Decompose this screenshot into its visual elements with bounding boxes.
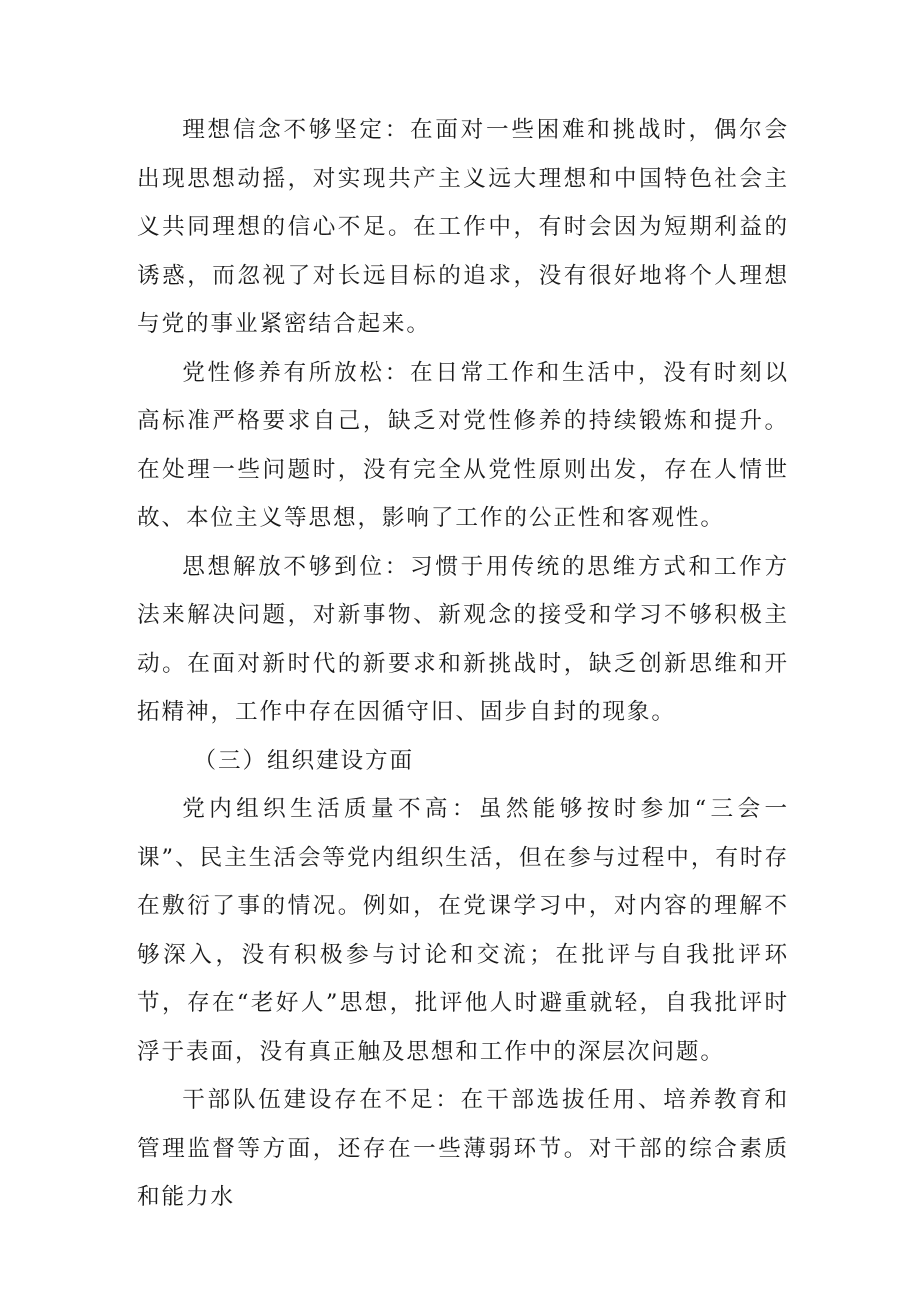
paragraph-cadre-team: 干部队伍建设存在不足：在干部选拔任用、培养教育和管理监督等方面，还存在一些薄弱环节。对干部的综合素质和能力水	[137, 1087, 789, 1210]
paragraph-ideals: 理想信念不够坚定：在面对一些困难和挑战时，偶尔会出现思想动摇，对实现共产主义远大理想和中国特色社会主义共同理想的信心不足。在工作中，有时会因为短期利益的诱惑，而忽视了对长远目标的追求，没有很好地将个人理想与党的事业紧密结合起来。	[137, 117, 789, 337]
paragraph-party-spirit: 党性修养有所放松：在日常工作和生活中，没有时刻以高标准严格要求自己，缺乏对党性修养的持续锻炼和提升。在处理一些问题时，没有完全从党性原则出发，存在人情世故、本位主义等思想，影响了工作的公正性和客观性。	[137, 359, 789, 531]
document-page	[137, 106, 789, 1222]
paragraph-organization-life: 党内组织生活质量不高：虽然能够按时参加“三会一课”、民主生活会等党内组织生活，但在参与过程中，有时存在敷衍了事的情况。例如，在党课学习中，对内容的理解不够深入，没有积极参与讨论和交流；在批评与自我批评环节，存在“老好人”思想，批评他人时避重就轻，自我批评时浮于表面，没有真正触及思想和工作中的深层次问题。	[137, 796, 789, 1065]
section-heading: （三）组织建设方面	[193, 747, 414, 774]
paragraph-thought-liberation: 思想解放不够到位：习惯于用传统的思维方式和工作方法来解决问题，对新事物、新观念的接受和学习不够积极主动。在面对新时代的新要求和新挑战时，缺乏创新思维和开拓精神，工作中存在因循守旧、固步自封的现象。	[137, 553, 789, 725]
